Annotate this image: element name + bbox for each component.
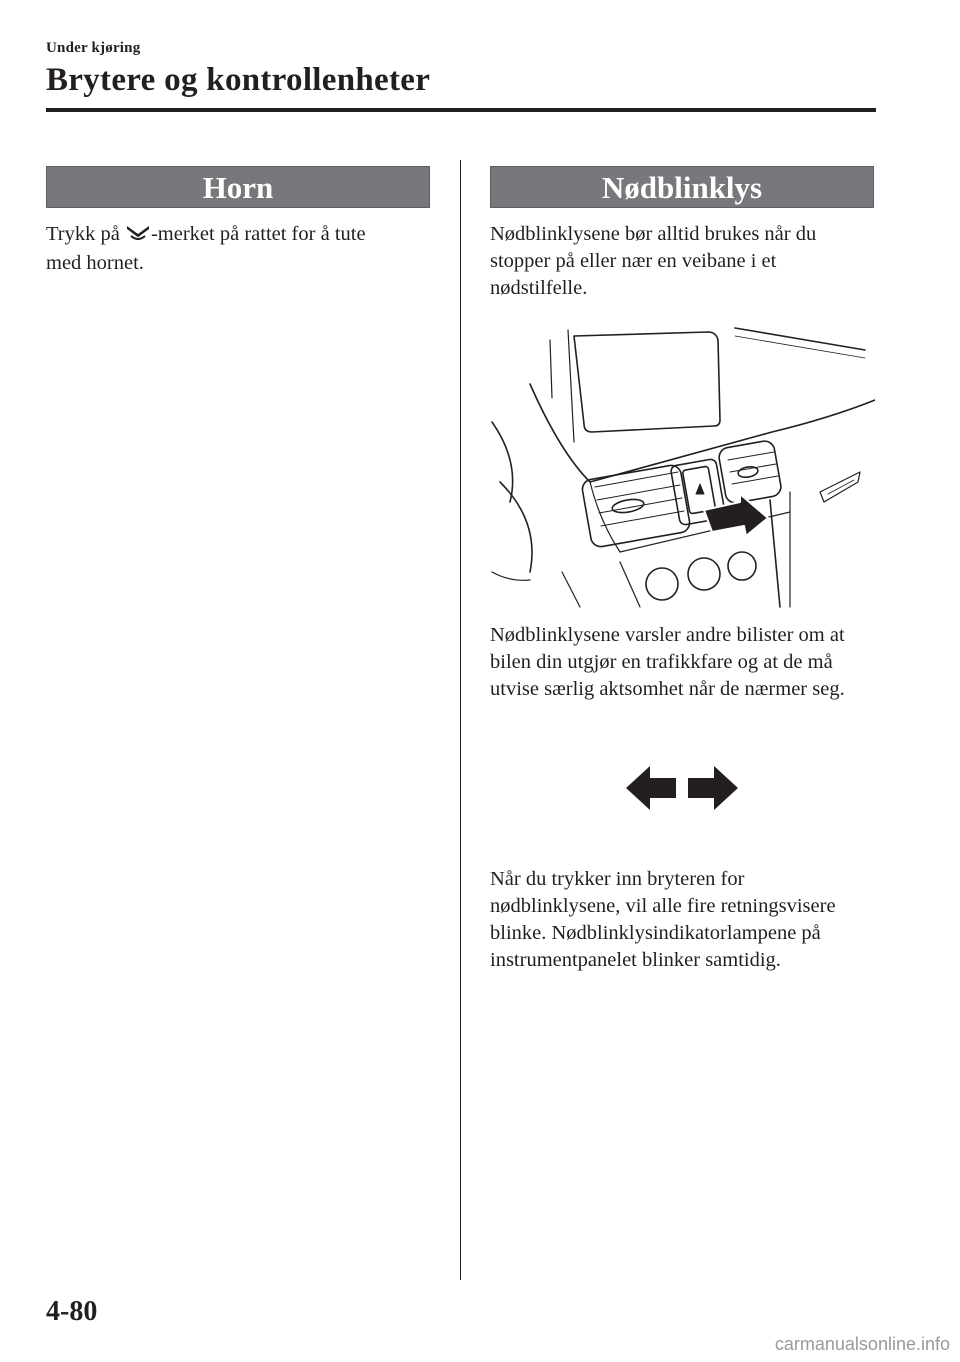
section-label: Under kjøring [46,40,141,56]
hazard-paragraph-1 [490,221,880,302]
hazard-p2-line: Nødblinklysene varsler andre bilister om at [490,624,845,646]
dashboard-illustration [490,322,875,612]
page-number: 4-80 [46,1296,98,1327]
hazard-p3-line: Når du trykker inn bryteren for [490,868,745,890]
hazard-p3-line: instrumentpanelet blinker samtidig. [490,949,781,971]
watermark: carmanualsonline.info [774,1334,950,1354]
column-divider [460,160,461,1280]
hazard-p3-line: nødblinklysene, vil alle fire retningsvisere [490,895,836,917]
hazard-p3-line: blinke. Nødblinklysindikatorlampene på [490,922,821,944]
title-rule [46,108,876,112]
hazard-p1-line: stopper på eller nær en veibane i et [490,250,777,272]
horn-text-line1 [46,221,446,250]
horn-text [46,221,446,277]
hazard-p2-line: utvise særlig aktsomhet når de nærmer seg. [490,678,845,700]
turn-signal-arrows-icon [626,766,738,810]
horn-text-before: Trykk på [46,223,125,245]
hazard-heading: Nødblinklys [490,166,874,208]
hazard-p1-line: Nødblinklysene bør alltid brukes når du [490,223,817,245]
horn-text-line2: med hornet. [46,252,144,274]
hazard-paragraph-2 [490,622,885,703]
horn-heading: Horn [46,166,430,208]
hazard-p1-line: nødstilfelle. [490,277,588,299]
hazard-p2-line: bilen din utgjør en trafikkfare og at de må [490,651,833,673]
chapter-title: Brytere og kontrollenheter [46,62,431,98]
hazard-paragraph-3 [490,866,885,974]
horn-icon [125,223,151,250]
horn-text-after: -merket på rattet for å tute [150,223,366,245]
